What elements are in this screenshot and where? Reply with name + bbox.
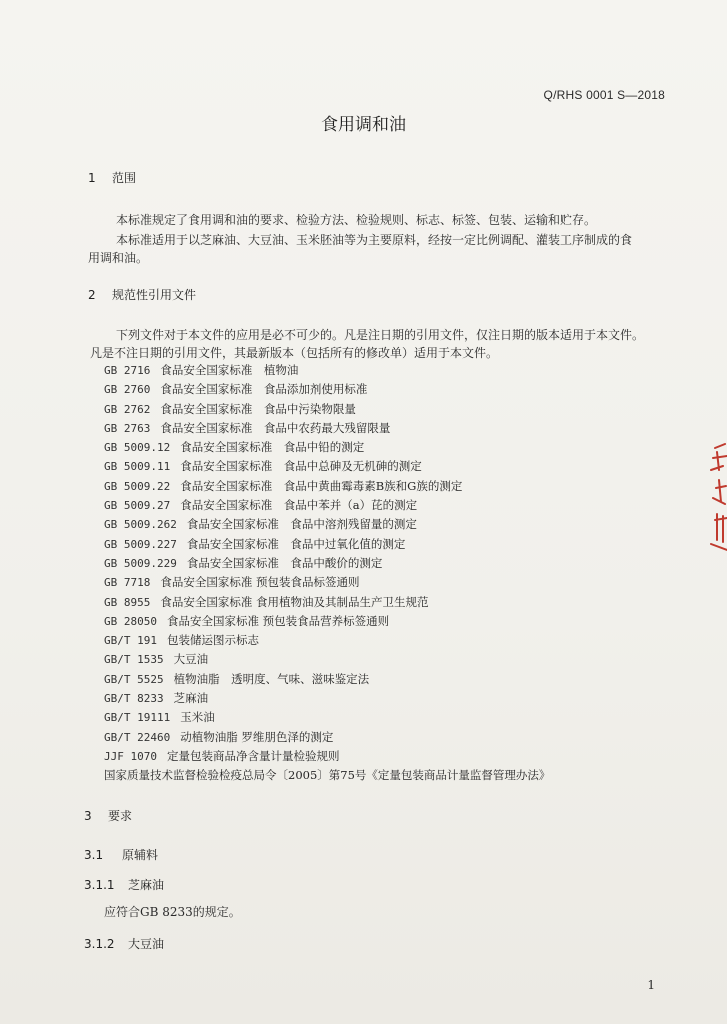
page-number: 1 bbox=[647, 978, 655, 992]
reference-item bbox=[104, 477, 550, 496]
section-title: 范围 bbox=[112, 171, 137, 185]
reference-item bbox=[104, 631, 550, 650]
subsection-number: 3.1.1 bbox=[84, 878, 115, 892]
reference-title: 植物油脂 透明度、气味、滋味鉴定法 bbox=[173, 671, 370, 686]
reference-code: GB 2716 bbox=[104, 364, 151, 377]
reference-item bbox=[104, 708, 550, 727]
section-1-paragraph-1: 本标准规定了食用调和油的要求、检验方法、检验规则、标志、标签、包装、运输和贮存。 bbox=[116, 213, 597, 227]
reference-code: GB/T 191 bbox=[104, 634, 157, 648]
reference-code: GB 5009.27 bbox=[104, 499, 171, 513]
reference-title: 食品安全国家标准 植物油 bbox=[160, 363, 299, 377]
subsection-3-1-2-heading bbox=[84, 935, 164, 952]
reference-item bbox=[104, 554, 550, 573]
reference-code: GB/T 5525 bbox=[104, 672, 164, 686]
reference-title: 食品安全国家标准 食品中农药最大残留限量 bbox=[160, 420, 391, 435]
section-1-heading bbox=[88, 169, 136, 186]
reference-title: 食品安全国家标准 食品中溶剂残留量的测定 bbox=[186, 517, 417, 532]
reference-item bbox=[104, 593, 550, 612]
reference-title: 食品安全国家标准 食品中过氧化值的测定 bbox=[186, 536, 406, 551]
reference-item bbox=[104, 400, 550, 419]
reference-code: GB 8955 bbox=[104, 595, 151, 609]
section-3-heading bbox=[84, 807, 132, 824]
reference-item bbox=[104, 438, 550, 457]
reference-code: JJF 1070 bbox=[104, 749, 157, 763]
section-title: 规范性引用文件 bbox=[112, 288, 197, 302]
reference-list bbox=[104, 361, 550, 786]
reference-title: 国家质量技术监督检验检疫总局令〔2005〕第75号《定量包装商品计量监督管理办法》 bbox=[104, 768, 551, 783]
reference-code: GB/T 8233 bbox=[104, 692, 164, 706]
reference-title: 芝麻油 bbox=[173, 691, 209, 706]
section-2-intro-line-2: 凡是不注日期的引用文件，其最新版本（包括所有的修改单）适用于本文件。 bbox=[90, 346, 499, 360]
subsection-title: 大豆油 bbox=[128, 937, 165, 951]
reference-item bbox=[104, 747, 550, 766]
reference-code: GB 5009.12 bbox=[104, 441, 171, 455]
page-title: 食用调和油 bbox=[321, 115, 406, 135]
subsection-title: 原辅料 bbox=[122, 848, 159, 862]
subsection-3-1-1-text: 应符合GB 8233的规定。 bbox=[104, 905, 241, 919]
reference-code: GB 2762 bbox=[104, 402, 151, 416]
reference-item bbox=[104, 650, 550, 669]
reference-item bbox=[104, 728, 550, 747]
reference-code: GB 5009.22 bbox=[104, 479, 171, 493]
reference-title: 食品安全国家标准 食品中总砷及无机砷的测定 bbox=[180, 459, 422, 474]
reference-item bbox=[104, 689, 550, 708]
reference-title: 大豆油 bbox=[173, 652, 209, 667]
reference-item bbox=[104, 457, 550, 476]
reference-title: 食品安全国家标准 食品中黄曲霉毒素B族和G族的测定 bbox=[180, 478, 463, 493]
reference-item bbox=[104, 670, 550, 689]
subsection-title: 芝麻油 bbox=[128, 878, 165, 892]
reference-title: 定量包装商品净含量计量检验规则 bbox=[166, 748, 340, 763]
reference-title: 玉米油 bbox=[180, 710, 215, 725]
reference-title: 食品安全国家标准 食品添加剂使用标准 bbox=[160, 382, 368, 397]
reference-item bbox=[104, 380, 550, 399]
subsection-3-1-heading bbox=[84, 846, 158, 863]
reference-code: GB/T 1535 bbox=[104, 653, 164, 667]
reference-item bbox=[104, 361, 550, 380]
reference-item bbox=[104, 766, 550, 785]
standard-code: Q/RHS 0001 S—2018 bbox=[543, 88, 665, 102]
reference-title: 食品安全国家标准 食品中污染物限量 bbox=[160, 401, 356, 416]
section-1-paragraph-2-line-1: 本标准适用于以芝麻油、大豆油、玉米胚油等为主要原料，经按一定比例调配、灌装工序制成的食 bbox=[116, 233, 633, 247]
reference-title: 包装储运图示标志 bbox=[166, 633, 259, 648]
section-number: 3 bbox=[84, 809, 92, 823]
section-1-paragraph-2-line-2: 用调和油。 bbox=[88, 251, 149, 265]
reference-item bbox=[104, 573, 550, 592]
subsection-3-1-1-heading bbox=[84, 876, 164, 893]
subsection-number: 3.1.2 bbox=[84, 937, 115, 951]
reference-code: GB 5009.229 bbox=[104, 556, 177, 570]
reference-code: GB 7718 bbox=[104, 576, 151, 590]
reference-item bbox=[104, 515, 550, 534]
reference-item bbox=[104, 496, 550, 515]
section-number: 2 bbox=[88, 288, 96, 302]
reference-item bbox=[104, 419, 550, 438]
reference-code: GB/T 19111 bbox=[104, 711, 171, 725]
reference-code: GB 5009.262 bbox=[104, 518, 177, 532]
section-2-intro-line-1: 下列文件对于本文件的应用是必不可少的。凡是注日期的引用文件，仅注日期的版本适用于本文件。 bbox=[116, 328, 645, 342]
subsection-number: 3.1 bbox=[84, 848, 104, 862]
section-title: 要求 bbox=[108, 809, 133, 823]
reference-code: GB 2760 bbox=[104, 383, 151, 397]
seal-stamp-fragment bbox=[701, 440, 727, 560]
reference-title: 食品安全国家标准 食品中铅的测定 bbox=[180, 440, 365, 455]
reference-code: GB/T 22460 bbox=[104, 730, 171, 744]
reference-code: GB 28050 bbox=[104, 614, 157, 628]
section-2-heading bbox=[88, 286, 196, 303]
reference-title: 食品安全国家标准 预包装食品标签通则 bbox=[160, 575, 360, 590]
reference-item bbox=[104, 535, 550, 554]
reference-title: 动植物油脂 罗维朋色泽的测定 bbox=[180, 729, 334, 744]
reference-code: GB 5009.11 bbox=[104, 460, 171, 474]
reference-title: 食品安全国家标准 食品中苯并（a）芘的测定 bbox=[180, 498, 418, 513]
reference-title: 食品安全国家标准 食用植物油及其制品生产卫生规范 bbox=[160, 594, 429, 609]
section-number: 1 bbox=[88, 171, 96, 185]
reference-title: 食品安全国家标准 食品中酸价的测定 bbox=[186, 555, 383, 570]
reference-title: 食品安全国家标准 预包装食品营养标签通则 bbox=[166, 613, 390, 628]
reference-item bbox=[104, 612, 550, 631]
reference-code: GB 2763 bbox=[104, 421, 151, 435]
reference-code: GB 5009.227 bbox=[104, 537, 177, 551]
